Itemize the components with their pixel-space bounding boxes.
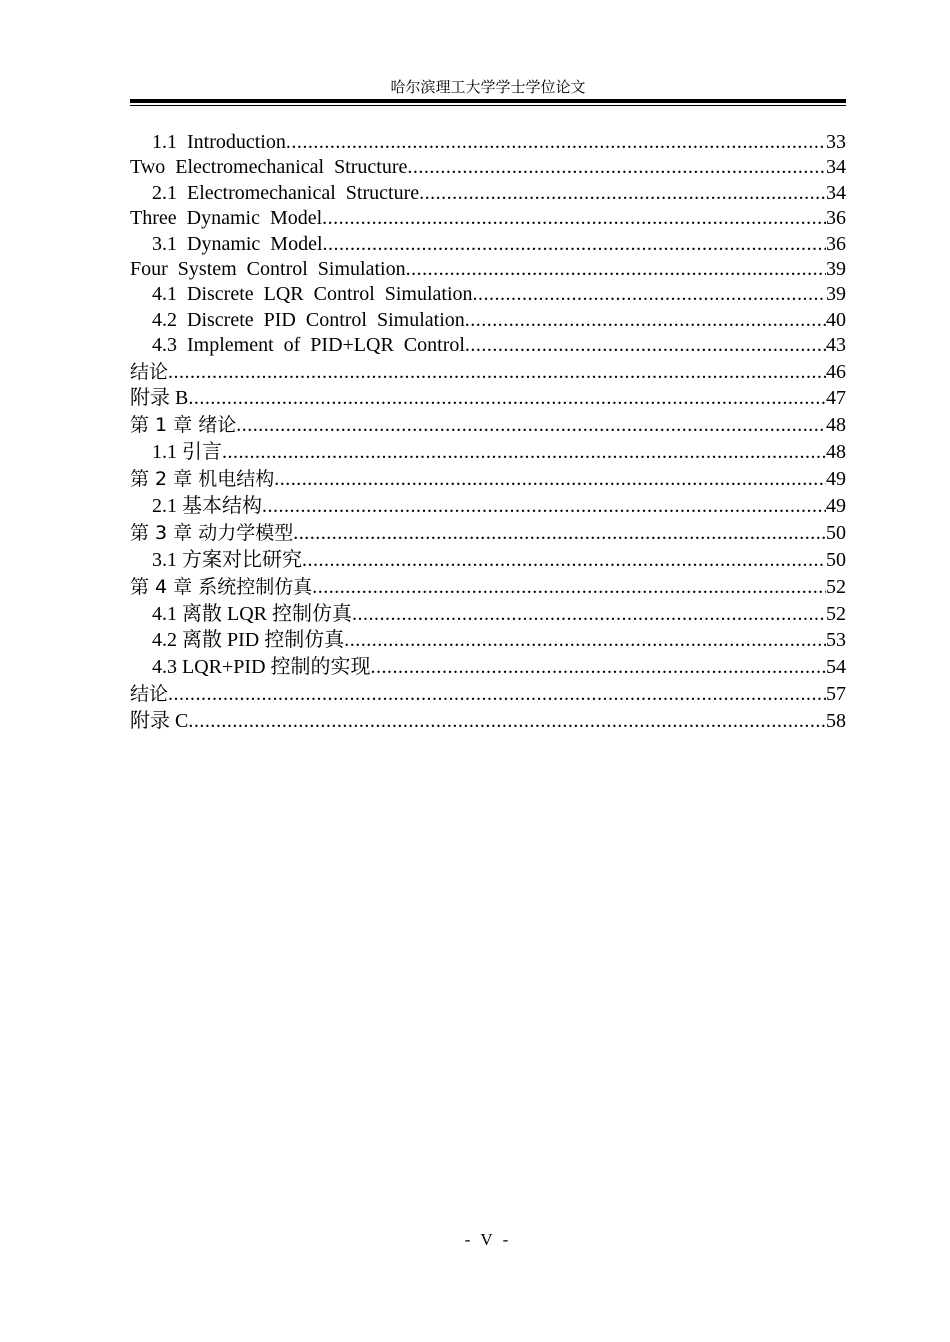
table-of-contents — [130, 130, 846, 735]
toc-entry[interactable] — [130, 439, 846, 466]
toc-entry-label: 4.3 LQR+PID 控制的实现 — [152, 656, 371, 679]
toc-entry[interactable] — [130, 708, 846, 735]
toc-entry-label: 1.1 引言 — [152, 441, 222, 464]
toc-entry[interactable] — [130, 308, 846, 333]
toc-leader-dots — [352, 601, 826, 628]
header-rule-thin — [130, 105, 846, 106]
toc-leader-dots — [473, 282, 826, 307]
toc-entry[interactable] — [130, 520, 846, 547]
toc-entry-page: 48 — [826, 414, 846, 437]
toc-entry-label: Four System Control Simulation — [130, 257, 406, 280]
toc-entry-label: 附录 B — [130, 387, 189, 410]
toc-entry-page: 34 — [826, 156, 846, 179]
toc-entry-page: 36 — [826, 232, 846, 255]
toc-entry-page: 52 — [826, 602, 846, 625]
toc-leader-dots — [323, 232, 826, 257]
toc-entry[interactable] — [130, 181, 846, 206]
toc-leader-dots — [188, 385, 826, 412]
toc-leader-dots — [293, 520, 826, 547]
toc-entry[interactable] — [130, 130, 846, 155]
toc-entry[interactable] — [130, 206, 846, 231]
toc-leader-dots — [168, 359, 826, 386]
toc-entry-label: Two Electromechanical Structure — [130, 156, 408, 179]
toc-entry-label: 4.2 离散 PID 控制仿真 — [152, 629, 345, 652]
toc-leader-dots — [188, 708, 826, 735]
toc-entry-page: 54 — [826, 656, 846, 679]
toc-entry[interactable] — [130, 385, 846, 412]
toc-entry-page: 39 — [826, 257, 846, 280]
toc-entry-label: 4.2 Discrete PID Control Simulation — [152, 308, 465, 331]
toc-entry[interactable] — [130, 654, 846, 681]
toc-entry-page: 39 — [826, 283, 846, 306]
toc-leader-dots — [406, 257, 826, 282]
toc-leader-dots — [302, 547, 826, 574]
toc-leader-dots — [286, 130, 826, 155]
toc-leader-dots — [312, 574, 826, 601]
toc-leader-dots — [236, 412, 826, 439]
toc-leader-dots — [168, 681, 826, 708]
page-number: - V - — [464, 1230, 512, 1249]
toc-entry[interactable] — [130, 359, 846, 386]
toc-entry[interactable] — [130, 601, 846, 628]
toc-entry[interactable] — [130, 466, 846, 493]
toc-entry-page: 43 — [826, 334, 846, 357]
toc-entry-label: 4.3 Implement of PID+LQR Control — [152, 334, 465, 357]
toc-entry[interactable] — [130, 627, 846, 654]
toc-entry-label: 3.1 Dynamic Model — [152, 232, 323, 255]
toc-leader-dots — [419, 181, 826, 206]
toc-entry[interactable] — [130, 547, 846, 574]
toc-entry-label: 结论 — [130, 683, 169, 706]
toc-entry-page: 33 — [826, 131, 846, 153]
toc-entry-page: 57 — [826, 683, 846, 706]
toc-leader-dots — [371, 654, 826, 681]
toc-entry-page: 34 — [826, 181, 846, 204]
toc-entry-page: 50 — [826, 521, 846, 544]
toc-entry-page: 49 — [826, 494, 846, 517]
page-header-title: 哈尔滨理工大学学士学位论文 — [390, 80, 586, 96]
toc-entry-label: 2.1 Electromechanical Structure — [152, 181, 420, 204]
toc-entry-label: 第 2 章 机电结构 — [130, 468, 275, 491]
toc-leader-dots — [465, 333, 826, 358]
toc-entry-page: 48 — [826, 441, 846, 464]
toc-entry[interactable] — [130, 681, 846, 708]
toc-entry-label: 2.1 基本结构 — [152, 494, 262, 517]
toc-entry-label: 第 4 章 系统控制仿真 — [130, 575, 313, 598]
toc-entry-label: 第 3 章 动力学模型 — [130, 521, 294, 544]
toc-leader-dots — [322, 206, 826, 231]
toc-entry[interactable] — [130, 412, 846, 439]
header-rule-thick — [130, 99, 846, 103]
toc-entry-page: 58 — [826, 710, 846, 733]
toc-entry-label: 3.1 方案对比研究 — [152, 548, 302, 571]
toc-leader-dots — [222, 439, 826, 466]
toc-entry[interactable] — [130, 257, 846, 282]
toc-entry-label: 1.1 Introduction — [152, 131, 286, 153]
toc-entry-page: 49 — [826, 468, 846, 491]
toc-entry[interactable] — [130, 155, 846, 180]
toc-entry-page: 50 — [826, 548, 846, 571]
toc-entry-page: 47 — [826, 387, 846, 410]
toc-entry[interactable] — [130, 282, 846, 307]
toc-leader-dots — [465, 308, 826, 333]
toc-entry-page: 52 — [826, 575, 846, 598]
toc-entry-label: 结论 — [130, 360, 169, 383]
toc-entry[interactable] — [130, 232, 846, 257]
toc-leader-dots — [262, 493, 826, 520]
toc-entry-label: Three Dynamic Model — [130, 207, 323, 230]
toc-entry-page: 46 — [826, 360, 846, 383]
toc-entry[interactable] — [130, 574, 846, 601]
toc-entry-label: 附录 C — [130, 710, 189, 733]
toc-entry[interactable] — [130, 493, 846, 520]
toc-entry[interactable] — [130, 333, 846, 358]
toc-entry-page: 53 — [826, 629, 846, 652]
toc-entry-label: 4.1 Discrete LQR Control Simulation — [152, 283, 473, 306]
toc-leader-dots — [274, 466, 826, 493]
toc-entry-page: 40 — [826, 308, 846, 331]
toc-leader-dots — [407, 155, 826, 180]
toc-entry-page: 36 — [826, 207, 846, 230]
toc-entry-label: 第 1 章 绪论 — [130, 414, 237, 437]
toc-leader-dots — [344, 627, 826, 654]
toc-entry-label: 4.1 离散 LQR 控制仿真 — [152, 602, 352, 625]
